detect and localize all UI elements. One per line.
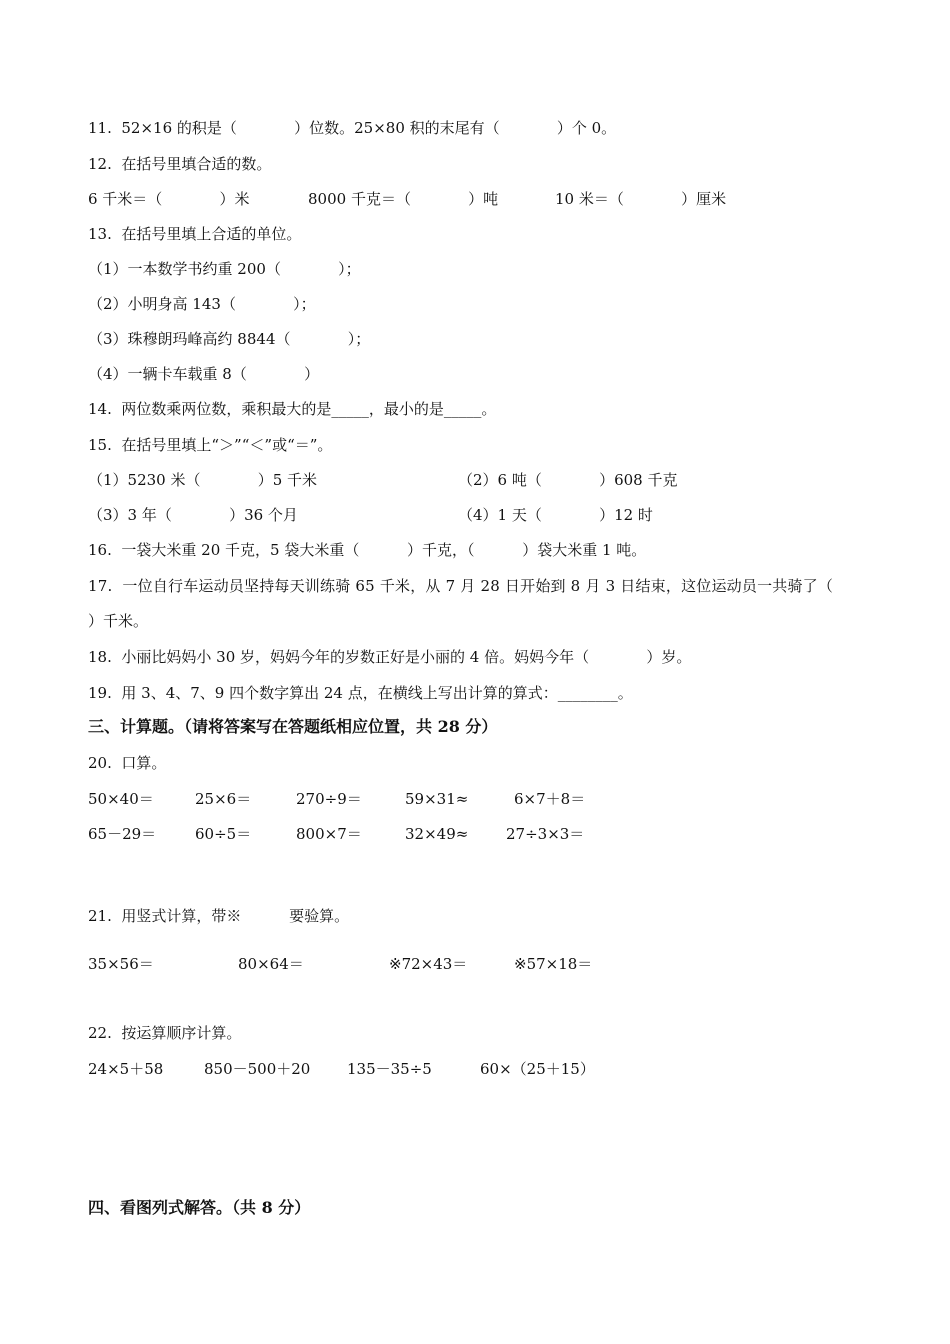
q17-line-2: ）千米。 [88,612,149,630]
q13-item-3: （3）珠穆朗玛峰高约 8844（ ）； [88,330,371,348]
q15-item-4: （4）1 天（ ）12 时 [458,506,653,524]
q21-stem: 21. 用竖式计算，带※ 要验算。 [88,907,350,925]
q22-item-1: 24×5＋58 [88,1060,164,1078]
q20-r2-c2: 60÷5＝ [195,825,252,843]
q20-r2-c1: 65－29＝ [88,825,157,843]
q20-r1-c1: 50×40＝ [88,790,154,808]
q20-r1-c3: 270÷9＝ [296,790,362,808]
q22-item-2: 850－500＋20 [204,1060,311,1078]
q19: 19. 用 3、4、7、9 四个数字算出 24 点，在横线上写出计算的算式：________。 [88,684,633,702]
q20-stem: 20. 口算。 [88,754,167,772]
q21-item-3: ※72×43＝ [389,955,468,973]
q13-stem: 13. 在括号里填上合适的单位。 [88,225,302,243]
q11: 11. 52×16 的积是（ ）位数。25×80 积的末尾有（ ）个 0。 [88,119,617,137]
q20-r1-c5: 6×7＋8＝ [514,790,586,808]
q15-item-1: （1）5230 米（ ）5 千米 [88,471,318,489]
q21-item-1: 35×56＝ [88,955,154,973]
q14: 14. 两位数乘两位数，乘积最大的是_____，最小的是_____。 [88,400,497,418]
q20-r2-c5: 27÷3×3＝ [506,825,585,843]
q13-item-1: （1）一本数学书约重 200（ ）； [88,260,361,278]
q20-r1-c4: 59×31≈ [405,790,469,808]
q12-stem: 12. 在括号里填合适的数。 [88,155,272,173]
q15-item-3: （3）3 年（ ）36 个月 [88,506,298,524]
q20-r1-c2: 25×6＝ [195,790,252,808]
q13-item-2: （2）小明身高 143（ ）； [88,295,316,313]
q18: 18. 小丽比妈妈小 30 岁，妈妈今年的岁数正好是小丽的 4 倍。妈妈今年（ ）岁。 [88,648,692,666]
q20-r2-c3: 800×7＝ [296,825,362,843]
q20-r2-c4: 32×49≈ [405,825,469,843]
q12-item-2: 8000 千克＝（ ）吨 [308,190,499,208]
section-3-heading: 三、计算题。（请将答案写在答题纸相应位置，共 28 分） [88,717,498,736]
q22-item-4: 60×（25＋15） [480,1060,595,1078]
section-4-heading: 四、看图列式解答。（共 8 分） [88,1198,311,1217]
q12-item-1: 6 千米＝（ ）米 [88,190,250,208]
q22-item-3: 135－35÷5 [347,1060,432,1078]
q17-line-1: 17. 一位自行车运动员坚持每天训练骑 65 千米，从 7 月 28 日开始到 8 月 3 日结束，这位运动员一共骑了（ [88,577,834,595]
q21-item-2: 80×64＝ [238,955,304,973]
q21-item-4: ※57×18＝ [514,955,593,973]
q15-item-2: （2）6 吨（ ）608 千克 [458,471,678,489]
q12-item-3: 10 米＝（ ）厘米 [555,190,727,208]
q22-stem: 22. 按运算顺序计算。 [88,1024,242,1042]
q16: 16. 一袋大米重 20 千克，5 袋大米重（ ）千克，（ ）袋大米重 1 吨。 [88,541,647,559]
q15-stem: 15. 在括号里填上“＞”“＜”或“＝”。 [88,436,333,454]
q13-item-4: （4）一辆卡车载重 8（ ） [88,365,320,383]
